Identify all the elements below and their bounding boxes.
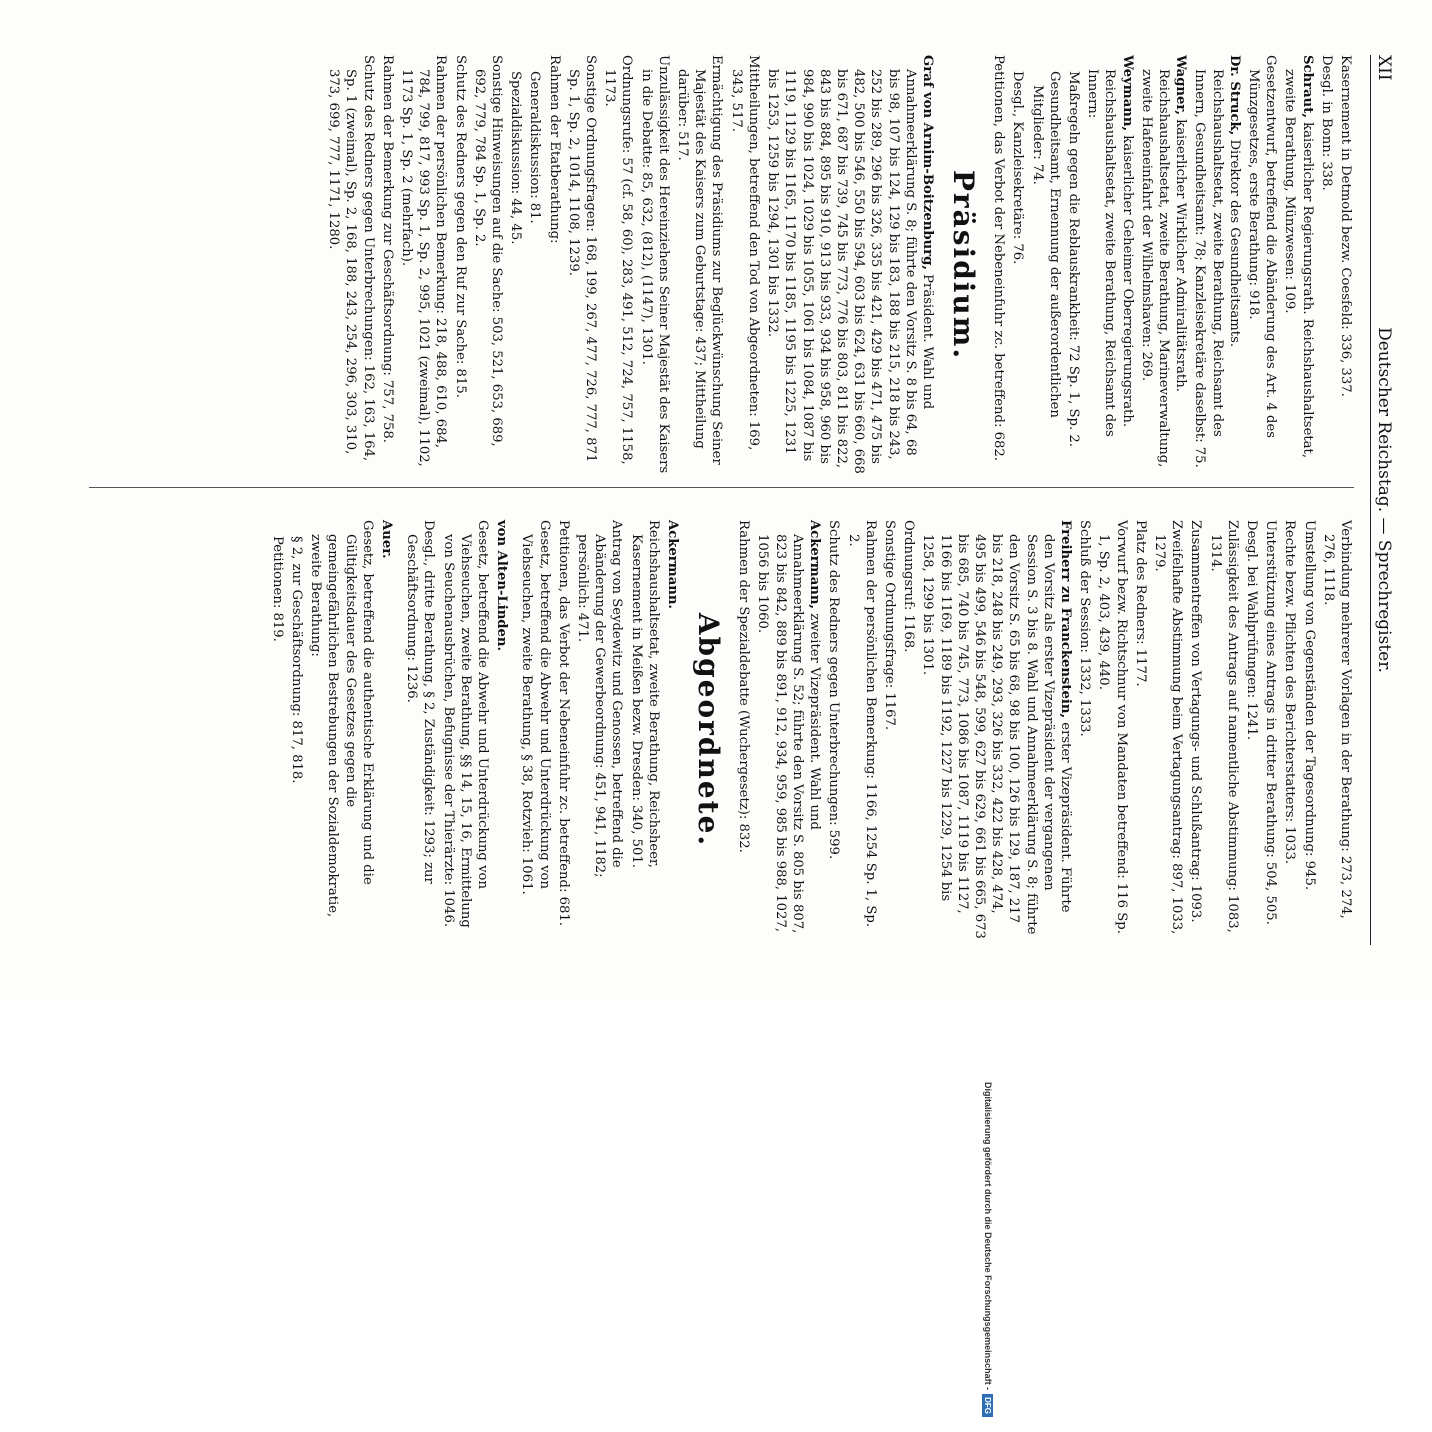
entry-text: Verbindung mehrerer Vorlagen in der Berathung: 273, 274, 276, 1118. [1320, 520, 1353, 919]
entry-text: Umstellung von Gegenständen der Tagesordnung: 945. [1301, 520, 1317, 891]
register-entry [565, 55, 599, 475]
entry-text: Petitionen: 819. [269, 536, 285, 642]
entry-name: Schraut, [1299, 55, 1315, 118]
register-entry [754, 520, 823, 940]
entry-text: Rahmen der Bemerkung zur Geschäftsordnung: 757, 758. [379, 55, 395, 443]
entry-text: Ordnungsrufe: 57 (cf. 58, 60), 283, 491, 512, 724, 757, 1158, 1173. [602, 55, 635, 465]
entry-text: Gesetz, betreffend die Abwehr und Unterdrückung von Viehseuchen, zweite Berathung, § 38, Rotzvieh: 1061. [519, 520, 552, 895]
register-entry [1076, 520, 1093, 940]
register-entry [1337, 55, 1354, 475]
entry-text: Schutz des Redners gegen Unterbrechungen: 599. [826, 520, 842, 860]
entry-text: kaiserlicher Wirklicher Admiralitätsrath. Reichshaushaltsetat, zweite Berathung, Marineverwaltung, zweite Hafeneinfahrt der Wilhelmshaven: 269. [1138, 69, 1189, 468]
entry-text: Gesetz, betreffend die Abwehr und Unterdrückung von Viehseuchen, zweite Berathung, §§ 14, 15, 16, Ermittelung von Seuchenausbrüchen, Befugnisse der Thierärzte: 1046. [440, 520, 491, 928]
entry-text: kaiserlicher Geheimer Oberregierungsrath. Reichshaushaltsetat, zweite Berathung, Reichsamt des Innern: [1085, 69, 1135, 437]
entry-text: Desgl. in Bonn: 338. [1318, 55, 1334, 191]
register-entry [379, 55, 396, 475]
page-header [1370, 55, 1397, 945]
register-entry [1009, 55, 1026, 475]
right-column [94, 520, 1354, 940]
entry-text: Vorwurf bezw. Richtschnur von Mandaten betreffend: 116 Sp. 1, Sp. 2, 403, 439, 440. [1096, 520, 1129, 934]
entry-text: Rahmen der persönlichen Bemerkung: 218, 488, 610, 684, 784, 799, 817, 993 Sp. 1, Sp. 2, 995, 1021 (zweimal), 1102, 1173 Sp. 1, Sp. 2 (mehrfach). [399, 55, 449, 467]
register-entry [439, 520, 491, 940]
entry-name: Weymann, [1119, 55, 1135, 132]
entry-text: Rahmen der Spezialdebatte (Wuchergesetz): 832. [736, 520, 752, 853]
register-entry [307, 520, 376, 940]
entry-name: Auer. [379, 520, 395, 559]
register-entry [1151, 520, 1185, 940]
entry-text: Unterstützung eines Antrags in dritter Berathung: 504, 505. [1263, 520, 1279, 925]
entry-name: Wagner, [1173, 55, 1189, 115]
column-divider [89, 487, 1354, 488]
register-entry [844, 520, 878, 940]
register-entry [1206, 520, 1240, 940]
register-entry [1281, 55, 1315, 475]
entry-text: Gesetzentwurf, betreffend die Abänderung des Art. 4 des Münzgesetzes, erste Berathung: 918. [1245, 55, 1279, 439]
entry-text: Generaldiskussion: 81. [527, 71, 543, 224]
register-entry [674, 55, 726, 475]
left-column [94, 55, 1354, 475]
entry-text: Sonstige Ordnungsfragen: 168, 199, 267, 477, 726, 777, 871 Sp. 1, Sp. 2, 1014, 1108, 1239. [565, 55, 599, 463]
register-entry [637, 55, 671, 475]
digitization-sidebar [975, 2, 1001, 1432]
entry-text: Desgl., dritte Berathung, § 2, Zuständigkeit: 1293; zur Geschäftsordnung: 1236. [404, 520, 437, 884]
register-entry [735, 520, 752, 940]
register-entry [1243, 520, 1260, 940]
digitization-credit: Digitalisierung gefördert durch die Deutsche Forschungsgemeinschaft - [983, 1082, 993, 1391]
register-entry [1132, 520, 1149, 940]
entry-text: Rahmen der Etatberathung: [546, 55, 562, 244]
register-entry [825, 520, 842, 940]
deputy-name-heading [493, 520, 510, 940]
register-entry [627, 520, 661, 940]
register-entry [881, 520, 898, 940]
left-entries-bottom [325, 55, 936, 475]
entry-text: Gesundheitsamt, Ernennung der außerordentlichen Mitglieder: 74. [1029, 71, 1062, 418]
entry-text: Reichshaushaltsetat, zweite Berathung, Reichsheer, Kasernement in Meißen bezw. Dresden: 340, 501. [628, 520, 661, 869]
right-entries-top [735, 520, 1354, 940]
entry-text: Antrag von Seydewitz und Genossen, betreffend die Abänderung der Gewerbeordnung: 451, 941, 1182; persönlich: 471. [575, 520, 625, 878]
register-entry [1191, 55, 1243, 475]
entry-text: kaiserlicher Regierungsrath. Reichshaushaltsetat, zweite Berathung, Münzwesen: 109. [1282, 69, 1315, 459]
entry-text: Desgl., Kanzleisekretäre: 76. [1010, 71, 1026, 265]
register-entry [1318, 55, 1335, 475]
entry-text: Ermächtigung des Präsidiums zur Beglückwünschung Seiner Majestät des Kaisers zum Geburtstage: 437; Mittheilung darüber: 517. [675, 55, 725, 465]
right-entries-bottom [269, 520, 681, 940]
entry-text: Kasernement in Detmold bezw. Coesfeld: 336, 337. [1338, 55, 1353, 397]
register-entry [526, 55, 543, 475]
entry-text: Sonstige Hinweisungen auf die Sache: 503, 521, 653, 689, 692, 779, 784 Sp. 1, Sp. 2. [471, 55, 505, 447]
entry-text: Sonstige Ordnungsfrage: 1167. [881, 520, 897, 731]
entry-text: erster Vizepräsident. Führte den Vorsitz als erster Vizepräsident der vergangenen Session S. 3 bis 8. Wahl und Annahmeerklärung S. 8; führte den Vorsitz S. 65 bis 68, 98 bis 100, 126 bis 129, 187, 217 bis 218, 248 bis 249, 293, 326 bis 332, 422 bis 428, 474, 495 bis 499, 546 bis 548, 599, 627 bis 629, 661 bis 665, 673 bis 685, 740 bis 745, 773, 1086 bis 1087, 1119 bis 1127, 1166 bis 1169, 1189 bis 1192, 1227 bis 1229, 1254 bis 1258, 1299 bis 1301. [920, 534, 1073, 939]
entry-text: Ordnungsruf: 1168. [901, 520, 917, 653]
entry-text: Schutz des Redners gegen Unterbrechungen: 162, 163, 164, Sp. 1 (zweimal), Sp. 2, 168, 188, 243, 254, 296, 303, 310, 373, 699, 777, 1171, 1280. [326, 55, 376, 462]
entry-text: Zusammentreffen von Vertagungs- und Schlußantrag: 1093. [1188, 520, 1204, 923]
register-entry [764, 55, 936, 475]
section-title-praesidium: Präsidium. [946, 169, 980, 361]
register-entry [451, 55, 468, 475]
entry-text: Desgl. bei Wahlprüfungen: 1241. [1243, 520, 1259, 741]
left-entries-top [990, 55, 1354, 475]
entry-text: Gesetz, betreffend die authentische Erklärung und die Gültigkeitsdauer des Gesetzes gegen die gemeingefährlichen Bestrebungen der Sozialdemokratie, zweite Berathung: [308, 520, 375, 918]
register-entry [1065, 55, 1082, 475]
register-entry [1245, 55, 1279, 475]
register-entry [1262, 520, 1279, 940]
section-title-abgeordnete: Abgeordnete. [692, 612, 726, 848]
entry-text: Schutz des Redners gegen den Ruf zur Sache: 815. [452, 55, 468, 398]
dfg-logo: DFG [983, 1394, 994, 1417]
running-title: Deutscher Reichstag. — Sprechregister. [1374, 327, 1394, 673]
register-entry [1187, 520, 1204, 940]
register-entry [900, 520, 917, 940]
register-entry [288, 520, 305, 940]
register-entry [471, 55, 505, 475]
register-entry [574, 520, 626, 940]
entry-text: Maßregeln gegen die Reblauskrankheit: 72 Sp. 1, Sp. 2. [1065, 71, 1081, 447]
entry-name: Freiherr zu Franckenstein, [1057, 520, 1073, 719]
entry-text: Rechte bezw. Pflichten des Berichterstatters: 1033. [1282, 520, 1298, 865]
entry-text: Rahmen der persönlichen Bemerkung: 1166, 1254 Sp. 1, Sp. 2. [845, 520, 878, 928]
entry-text: Platz des Redners: 1177. [1132, 520, 1148, 687]
register-entry [403, 520, 437, 940]
entry-text: Mittheilungen, betreffend den Tod von Abgeordneten: 169, 343, 517. [728, 55, 761, 451]
register-entry [1320, 520, 1354, 940]
register-entry [545, 55, 562, 475]
entry-name: Graf von Arnim-Boitzenburg, [919, 55, 935, 270]
register-entry [1300, 520, 1317, 940]
entry-text: Petitionen, das Verbot der Nebeneinfuhr zc. betreffend: 681. [555, 520, 571, 926]
entry-name: Dr. Struck, [1226, 55, 1242, 136]
entry-text: § 2, zur Geschäftsordnung: 817, 818. [289, 536, 305, 784]
entry-text: Schluß der Session: 1332, 1333. [1077, 520, 1093, 737]
register-entry [269, 520, 286, 940]
register-entry [325, 55, 377, 475]
entry-text: Petitionen, das Verbot der Nebeneinfuhr zc. betreffend: 682. [991, 55, 1007, 461]
entry-text: Zweifelhafte Abstimmung beim Vertagungsantrag: 897, 1033, 1279. [1151, 520, 1185, 935]
register-entry [398, 55, 450, 475]
register-entry [1084, 55, 1136, 475]
entry-name: Ackermann. [665, 520, 681, 610]
register-entry [728, 55, 762, 475]
entry-name: von Alten-Linden. [494, 520, 510, 652]
entry-name: Ackermann, [807, 520, 823, 610]
deputy-name-heading [378, 520, 395, 940]
register-entry [518, 520, 552, 940]
deputy-name-heading [664, 520, 681, 940]
page-number: XII [1374, 55, 1394, 81]
entry-text: Präsident. Wahl und Annahmeerklärung S. 8; führte den Vorsitz S. 8 bis 64, 68 bis 98, 107 bis 124, 129 bis 183, 188 bis 215, 218 bis 243, 252 bis 289, 296 bis 326, 335 bis 421, 429 bis 471, 475 bis 482, 500 bis 546, 550 bis 594, 603 bis 624, 631 bis 660, 668 bis 671, 687 bis 739, 745 bis 773, 776 bis 803, 811 bis 822, 843 bis 884, 895 bis 910, 913 bis 933, 934 bis 958, 960 bis 984, 990 bis 1024, 1029 bis 1055, 1061 bis 1084, 1087 bis 1119, 1129 bis 1165, 1170 bis 1185, 1195 bis 1225, 1231 bis 1253, 1259 bis 1294, 1301 bis 1332. [765, 69, 935, 474]
register-entry [1095, 520, 1129, 940]
entry-text: Unzulässigkeit des Hereinziehens Seiner Majestät des Kaisers in die Debatte: 85, 632, (812), (1147), 1301. [638, 55, 671, 474]
register-entry [1281, 520, 1298, 940]
register-entry [555, 520, 572, 940]
entry-text: Spezialdiskussion: 44, 45. [508, 71, 524, 245]
register-entry [1028, 55, 1062, 475]
register-entry [507, 55, 524, 475]
entry-text: Direktor des Gesundheitsamts. Reichshaushaltsetat, zweite Berathung, Reichsamt des Innern, Gesundheitsamt: 78; Kanzleisekretäre daselbst: 75. [1192, 69, 1242, 468]
entry-text: zweiter Vizepräsident. Wahl und Annahmeerklärung S. 52; führte den Vorsitz S. 805 bis 807, 823 bis 842, 889 bis 891, 912, 934, 959, 985 bis 988, 1027, 1056 bis 1060. [755, 534, 823, 934]
register-entry [1138, 55, 1190, 475]
entry-text: Zulässigkeit des Antrags auf namentliche Abstimmung: 1083, 1314. [1207, 520, 1240, 933]
register-entry [601, 55, 635, 475]
